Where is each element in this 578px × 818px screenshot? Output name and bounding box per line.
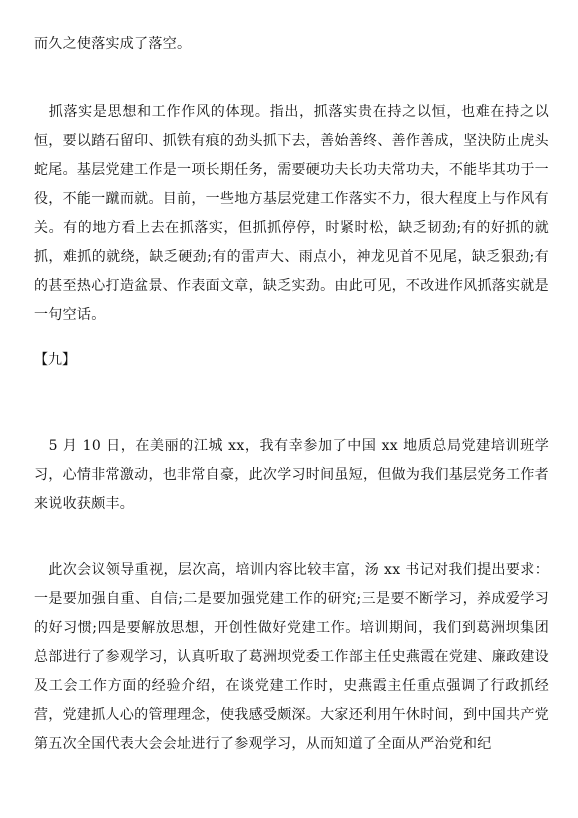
paragraph-meeting-details: 此次会议领导重视，层次高，培训内容比较丰富，汤 xx 书记对我们提出要求：一是要加强自重、自信;二是要加强党建工作的研究;三是要不断学习，养成爱学习的好习惯;四是要解放思想，开创性做好党建工作。培训期间，我们到葛洲坝集团总部进行了参观学习，认真听取了葛洲坝党委工作部主任史燕霞在党建、廉政建设及工会工作方面的经验介绍，在谈党建工作时，史燕霞主任重点强调了行政抓经营，党建抓人心的管理理念，使我感受颇深。大家还利用午休时间，到中国共产党第五次全国代表大会会址进行了参观学习，从而知道了全面从严治党和纪: [34, 562, 549, 752]
section-heading-nine: 【九】: [34, 352, 76, 368]
paragraph-training-intro: 5 月 10 日，在美丽的江城 xx，我有幸参加了中国 xx 地质总局党建培训班学习，心情非常激动，也非常自豪，此次学习时间虽短，但做为我们基层党务工作者来说收获颇丰。: [34, 438, 549, 512]
paragraph-continuation: 而久之使落实成了落空。: [34, 36, 192, 52]
paragraph-work-style: 抓落实是思想和工作作风的体现。指出，抓落实贵在持之以恒，也难在持之以恒，要以踏石留印、抓铁有痕的劲头抓下去，善始善终、善作善成，坚決防止虎头蛇尾。基层党建工作是一项长期任务，需要硬功夫长功夫常功夫，不能毕其功于一役，不能一蹴而就。目前，一些地方基层党建工作落实不力，很大程度上与作风有关。有的地方看上去在抓落实，但抓抓停停，时紧时松，缺乏韧劲;有的好抓的就抓，难抓的就绕，缺乏硬劲;有的雷声大、雨点小，神龙见首不见尾，缺乏狠劲;有的甚至热心打造盆景、作表面文章，缺乏实劲。由此可见，不改进作风抓落实就是一句空话。: [34, 104, 549, 323]
